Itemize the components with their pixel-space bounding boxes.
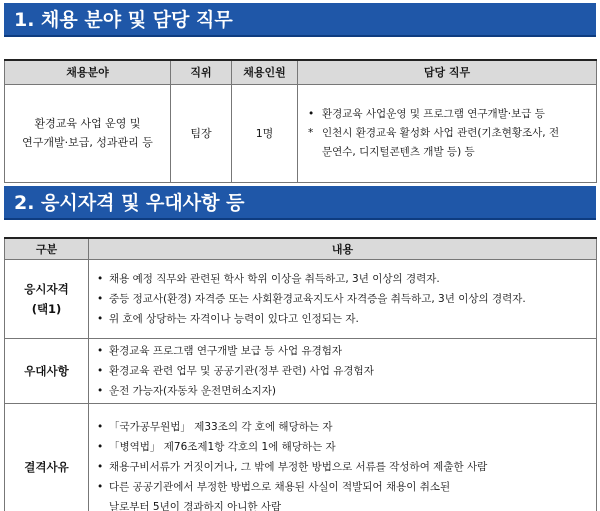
list-item bbox=[97, 269, 592, 289]
header-category: 구분 bbox=[5, 238, 89, 259]
header-content: 내용 bbox=[89, 238, 597, 259]
list-item bbox=[97, 361, 592, 381]
disqualification-label: 결격사유 bbox=[5, 403, 89, 511]
bullet-icon: • bbox=[97, 344, 104, 357]
duty-item bbox=[308, 124, 590, 143]
table-header-row bbox=[5, 238, 597, 259]
headcount-cell: 1명 bbox=[232, 84, 298, 182]
list-item bbox=[97, 341, 592, 361]
item-text: 채용구비서류가 거짓이거나, 그 밖에 부정한 방법으로 서류를 작성하여 제출한 사람 bbox=[109, 461, 488, 473]
label-line: (택1) bbox=[31, 301, 62, 316]
list-item bbox=[97, 289, 592, 309]
duty-text: 환경교육 사업운영 및 프로그램 연구개발·보급 등 bbox=[322, 107, 545, 120]
list-item bbox=[97, 457, 592, 477]
list-item bbox=[97, 309, 592, 329]
header-duties: 담당 직무 bbox=[298, 60, 597, 84]
header-field: 채용분야 bbox=[5, 60, 171, 84]
asterisk-icon: * bbox=[308, 126, 314, 139]
bullet-icon: • bbox=[97, 461, 104, 473]
bullet-icon: • bbox=[97, 441, 104, 453]
duty-item bbox=[308, 105, 590, 124]
table-row bbox=[5, 338, 597, 403]
duty-text: 인천시 환경교육 활성화 사업 관련(기초현황조사, 전 bbox=[322, 126, 560, 139]
list-item bbox=[97, 381, 592, 401]
item-text: 환경교육 관련 업무 및 공공기관(정부 관련) 사업 유경험자 bbox=[109, 364, 374, 377]
recruitment-field-table bbox=[4, 59, 597, 183]
list-item bbox=[97, 437, 592, 457]
duties-cell bbox=[298, 84, 597, 182]
preference-items bbox=[89, 338, 597, 403]
item-text: 위 호에 상당하는 자격이나 능력이 있다고 인정되는 자. bbox=[109, 312, 359, 325]
bullet-icon: • bbox=[97, 364, 104, 377]
position-cell: 팀장 bbox=[171, 84, 232, 182]
table-row bbox=[5, 403, 597, 511]
bullet-icon: • bbox=[97, 384, 104, 397]
bullet-icon: • bbox=[308, 107, 315, 120]
qualification-label bbox=[5, 259, 89, 338]
duty-continuation: 문연수, 디지털콘텐츠 개발 등) 등 bbox=[322, 145, 475, 158]
item-text: 운전 가능자(자동차 운전면허소지자) bbox=[109, 384, 277, 397]
header-position: 직위 bbox=[171, 60, 232, 84]
field-line: 연구개발·보급, 성과관리 등 bbox=[22, 136, 153, 149]
field-line: 환경교육 사업 운영 및 bbox=[34, 117, 141, 130]
section-1-heading: 1. 채용 분야 및 담당 직무 bbox=[4, 3, 596, 37]
list-item bbox=[97, 477, 592, 497]
table-row bbox=[5, 84, 597, 182]
bullet-icon: • bbox=[97, 272, 104, 285]
qualification-table bbox=[4, 237, 597, 511]
list-item bbox=[97, 417, 592, 437]
item-continuation: 날로부터 5년이 경과하지 아니한 사람 bbox=[109, 501, 282, 511]
item-text: 채용 예정 직무와 관련된 학사 학위 이상을 취득하고, 3년 이상의 경력자. bbox=[109, 272, 440, 285]
table-header-row bbox=[5, 60, 597, 84]
bullet-icon: • bbox=[97, 481, 104, 493]
preference-label: 우대사항 bbox=[5, 338, 89, 403]
item-text: 「병역법」 제76조제1항 각호의 1에 해당하는 자 bbox=[109, 441, 336, 453]
item-text: 「국가공무원법」 제33조의 각 호에 해당하는 자 bbox=[109, 421, 333, 433]
disqualification-items bbox=[89, 403, 597, 511]
bullet-icon: • bbox=[97, 421, 104, 433]
table-row bbox=[5, 259, 597, 338]
label-line: 응시자격 bbox=[24, 281, 69, 296]
bullet-icon: • bbox=[97, 312, 104, 325]
field-cell bbox=[5, 84, 171, 182]
item-text: 환경교육 프로그램 연구개발 보급 등 사업 유경험자 bbox=[109, 344, 343, 357]
bullet-icon: • bbox=[97, 292, 104, 305]
item-text: 중등 정교사(환경) 자격증 또는 사회환경교육지도사 자격증을 취득하고, 3년 이상의 경력자. bbox=[109, 292, 526, 305]
header-headcount: 채용인원 bbox=[232, 60, 298, 84]
item-text: 다른 공공기관에서 부정한 방법으로 채용된 사실이 적발되어 채용이 취소된 bbox=[109, 481, 451, 493]
section-2-heading: 2. 응시자격 및 우대사항 등 bbox=[4, 186, 596, 220]
qualification-items bbox=[89, 259, 597, 338]
